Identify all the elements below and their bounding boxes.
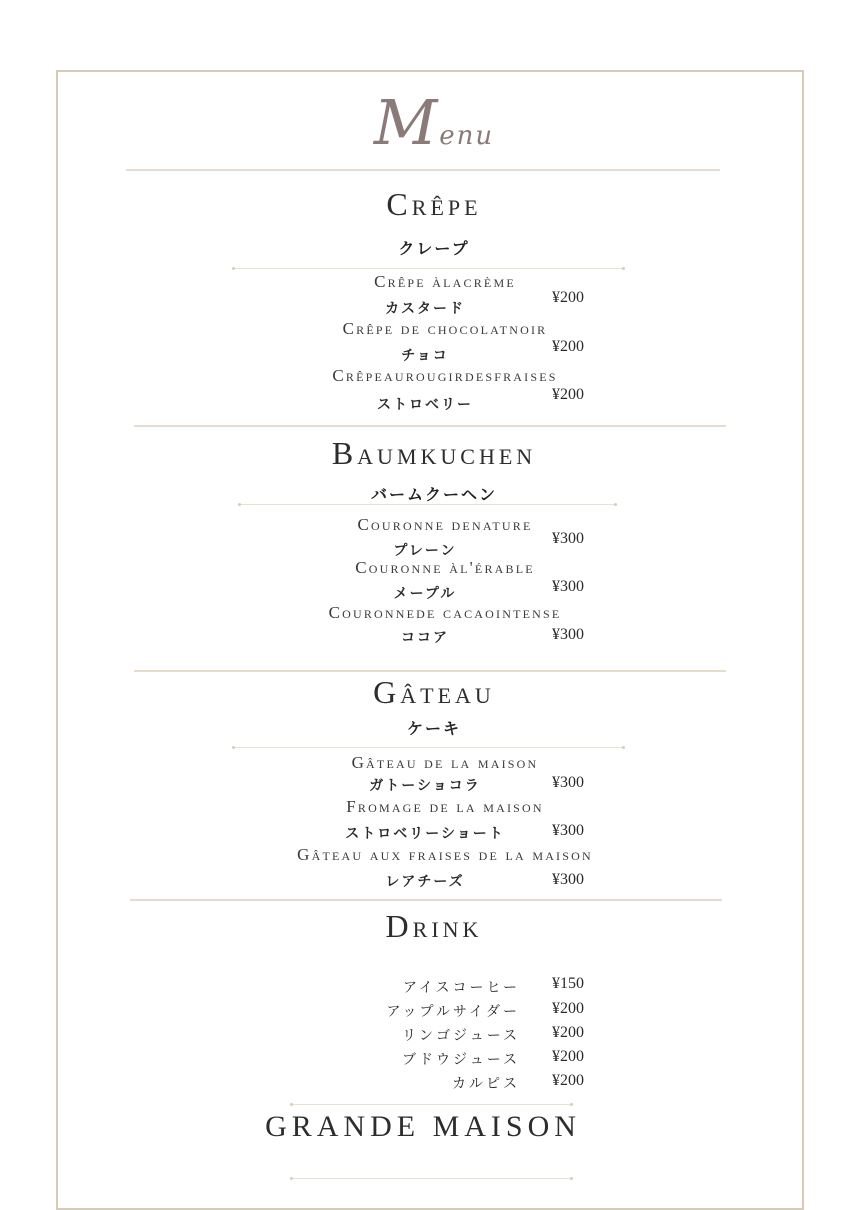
drink-name: ブドウジュース — [401, 1052, 520, 1068]
menu-title-rest: enu — [439, 121, 495, 151]
divider-dot — [290, 1177, 293, 1180]
divider-dot — [290, 1103, 293, 1106]
sub-divider — [234, 268, 624, 269]
drink-price: ¥200 — [552, 1048, 584, 1065]
item-price: ¥300 — [552, 578, 584, 595]
item-name: Crêpe de chocolatnoir — [342, 319, 548, 338]
divider — [134, 670, 726, 672]
item-price: ¥300 — [552, 871, 584, 888]
item-jp: カスタード — [385, 301, 465, 317]
item-jp: ストロベリー — [377, 397, 473, 413]
drink-name: リンゴジュース — [401, 1028, 520, 1044]
menu-title-initial: M — [373, 86, 440, 159]
item-jp: レアチーズ — [385, 874, 465, 890]
item-price: ¥200 — [552, 289, 584, 306]
item-name: Crêpe àlacrème — [374, 272, 516, 291]
drink-price: ¥200 — [552, 1000, 584, 1017]
item-price: ¥300 — [552, 774, 584, 791]
divider — [134, 425, 726, 427]
item-name: Couronnede cacaointense — [328, 603, 562, 622]
divider-dot — [622, 267, 625, 270]
drink-price: ¥200 — [552, 1072, 584, 1089]
divider-dot — [614, 503, 617, 506]
divider-dot — [238, 503, 241, 506]
divider-dot — [570, 1177, 573, 1180]
item-price: ¥300 — [552, 530, 584, 547]
drink-name: アイスコーヒー — [402, 980, 520, 996]
section-title-crepe: Crêpe — [386, 186, 482, 222]
menu-title — [0, 86, 868, 159]
item-jp: チョコ — [401, 348, 449, 364]
sub-divider — [234, 747, 624, 748]
item-price: ¥200 — [552, 386, 584, 403]
drink-name: カルピス — [452, 1076, 520, 1092]
section-jp-gateau: ケーキ — [406, 719, 461, 738]
drink-price: ¥150 — [552, 975, 584, 992]
item-name: Fromage de la maison — [346, 797, 544, 816]
section-jp-crepe: クレープ — [398, 239, 470, 258]
item-price: ¥200 — [552, 338, 584, 355]
item-jp: ガトーショコラ — [369, 778, 481, 794]
item-jp: ココア — [401, 630, 449, 646]
section-title-gateau: Gâteau — [373, 674, 495, 710]
sub-divider — [292, 1104, 572, 1105]
divider-dot — [622, 746, 625, 749]
section-title-drink: Drink — [385, 908, 483, 944]
section-title-baumkuchen: Baumkuchen — [331, 435, 537, 471]
divider-dot — [570, 1103, 573, 1106]
drink-price: ¥200 — [552, 1024, 584, 1041]
divider — [126, 169, 720, 171]
sub-divider — [292, 1178, 572, 1179]
item-name: Crêpeaurougirdesfraises — [332, 366, 558, 385]
drink-name: アップルサイダー — [386, 1004, 520, 1020]
sub-divider — [240, 504, 616, 505]
item-name: Couronne àl'érable — [355, 558, 535, 577]
footer-brand: GRANDE MAISON — [265, 1110, 581, 1143]
item-name: Gâteau de la maison — [351, 753, 539, 772]
item-name: Gâteau aux fraises de la maison — [297, 845, 593, 864]
item-jp: メープル — [393, 586, 457, 602]
divider — [130, 899, 722, 901]
item-price: ¥300 — [552, 626, 584, 643]
item-name: Couronne denature — [357, 515, 533, 534]
section-jp-baumkuchen: バームクーヘン — [370, 485, 497, 504]
item-jp: ストロベリーショート — [345, 826, 505, 842]
divider-dot — [232, 267, 235, 270]
divider-dot — [232, 746, 235, 749]
item-price: ¥300 — [552, 822, 584, 839]
item-jp: プレーン — [393, 543, 457, 559]
